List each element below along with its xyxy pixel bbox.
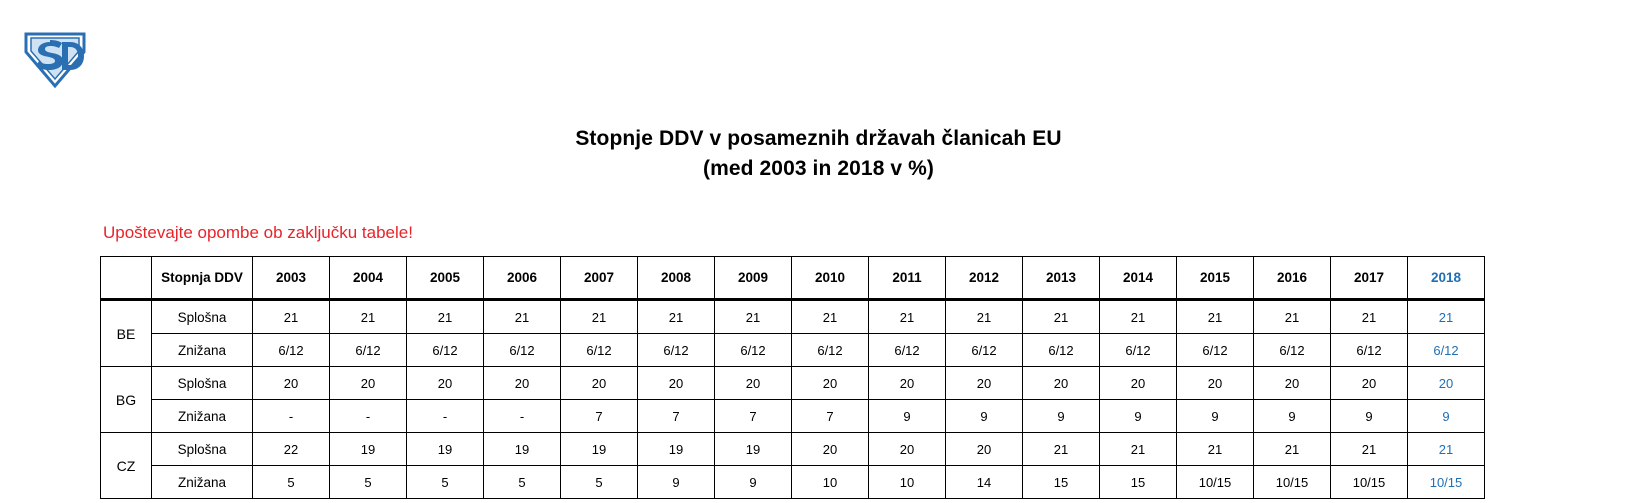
cell-bg-znizana-2016: 9 bbox=[1254, 400, 1331, 433]
cell-cz-znizana-2006: 5 bbox=[484, 466, 561, 499]
page-title bbox=[0, 124, 1637, 184]
cell-be-splosna-2006: 21 bbox=[484, 300, 561, 334]
cell-cz-splosna-2008: 19 bbox=[638, 433, 715, 466]
table-row bbox=[101, 367, 1485, 400]
cell-cz-splosna-2006: 19 bbox=[484, 433, 561, 466]
cell-bg-splosna-2018: 20 bbox=[1408, 367, 1485, 400]
row-label-bg-splosna: Splošna bbox=[152, 367, 253, 400]
cell-cz-znizana-2005: 5 bbox=[407, 466, 484, 499]
cell-be-splosna-2012: 21 bbox=[946, 300, 1023, 334]
cell-bg-splosna-2006: 20 bbox=[484, 367, 561, 400]
cell-bg-znizana-2008: 7 bbox=[638, 400, 715, 433]
cell-bg-splosna-2010: 20 bbox=[792, 367, 869, 400]
header-year-2009: 2009 bbox=[715, 257, 792, 300]
cell-cz-splosna-2007: 19 bbox=[561, 433, 638, 466]
header-year-2013: 2013 bbox=[1023, 257, 1100, 300]
header-year-2014: 2014 bbox=[1100, 257, 1177, 300]
cell-bg-znizana-2010: 7 bbox=[792, 400, 869, 433]
cell-be-splosna-2008: 21 bbox=[638, 300, 715, 334]
cell-cz-splosna-2017: 21 bbox=[1331, 433, 1408, 466]
row-label-bg-znizana: Znižana bbox=[152, 400, 253, 433]
cell-be-znizana-2004: 6/12 bbox=[330, 334, 407, 367]
cell-be-znizana-2013: 6/12 bbox=[1023, 334, 1100, 367]
cell-be-znizana-2010: 6/12 bbox=[792, 334, 869, 367]
cell-be-znizana-2012: 6/12 bbox=[946, 334, 1023, 367]
cell-be-znizana-2016: 6/12 bbox=[1254, 334, 1331, 367]
header-year-2011: 2011 bbox=[869, 257, 946, 300]
cell-cz-znizana-2018: 10/15 bbox=[1408, 466, 1485, 499]
header-rate-label: Stopnja DDV bbox=[152, 257, 253, 300]
header-year-2008: 2008 bbox=[638, 257, 715, 300]
cell-be-znizana-2011: 6/12 bbox=[869, 334, 946, 367]
cell-bg-splosna-2014: 20 bbox=[1100, 367, 1177, 400]
cell-cz-splosna-2016: 21 bbox=[1254, 433, 1331, 466]
cell-cz-splosna-2009: 19 bbox=[715, 433, 792, 466]
cell-bg-znizana-2006: - bbox=[484, 400, 561, 433]
header-year-2006: 2006 bbox=[484, 257, 561, 300]
cell-bg-splosna-2009: 20 bbox=[715, 367, 792, 400]
country-code-cz: CZ bbox=[101, 433, 152, 499]
table-body bbox=[101, 300, 1485, 499]
cell-be-splosna-2003: 21 bbox=[253, 300, 330, 334]
cell-bg-znizana-2011: 9 bbox=[869, 400, 946, 433]
header-year-2010: 2010 bbox=[792, 257, 869, 300]
title-line-1: Stopnje DDV v posameznih državah članicah EU bbox=[575, 127, 1062, 150]
cell-cz-splosna-2003: 22 bbox=[253, 433, 330, 466]
vat-table-container bbox=[100, 256, 1482, 499]
header-year-2007: 2007 bbox=[561, 257, 638, 300]
cell-bg-znizana-2004: - bbox=[330, 400, 407, 433]
cell-be-splosna-2017: 21 bbox=[1331, 300, 1408, 334]
header-year-2004: 2004 bbox=[330, 257, 407, 300]
cell-be-splosna-2015: 21 bbox=[1177, 300, 1254, 334]
cell-cz-znizana-2015: 10/15 bbox=[1177, 466, 1254, 499]
cell-be-znizana-2009: 6/12 bbox=[715, 334, 792, 367]
cell-bg-splosna-2013: 20 bbox=[1023, 367, 1100, 400]
header-year-2015: 2015 bbox=[1177, 257, 1254, 300]
cell-bg-splosna-2005: 20 bbox=[407, 367, 484, 400]
cell-bg-znizana-2007: 7 bbox=[561, 400, 638, 433]
cell-bg-znizana-2014: 9 bbox=[1100, 400, 1177, 433]
table-row bbox=[101, 334, 1485, 367]
cell-cz-splosna-2004: 19 bbox=[330, 433, 407, 466]
cell-bg-splosna-2003: 20 bbox=[253, 367, 330, 400]
cell-bg-znizana-2009: 7 bbox=[715, 400, 792, 433]
cell-be-znizana-2005: 6/12 bbox=[407, 334, 484, 367]
header-year-2012: 2012 bbox=[946, 257, 1023, 300]
cell-bg-splosna-2015: 20 bbox=[1177, 367, 1254, 400]
cell-bg-znizana-2003: - bbox=[253, 400, 330, 433]
table-header-row bbox=[101, 257, 1485, 300]
cell-bg-splosna-2011: 20 bbox=[869, 367, 946, 400]
cell-cz-splosna-2012: 20 bbox=[946, 433, 1023, 466]
cell-be-splosna-2007: 21 bbox=[561, 300, 638, 334]
cell-cz-splosna-2015: 21 bbox=[1177, 433, 1254, 466]
row-label-be-znizana: Znižana bbox=[152, 334, 253, 367]
note-text: Upoštevajte opombe ob zaključku tabele! bbox=[103, 223, 413, 242]
cell-be-znizana-2014: 6/12 bbox=[1100, 334, 1177, 367]
header-year-2017: 2017 bbox=[1331, 257, 1408, 300]
cell-bg-splosna-2007: 20 bbox=[561, 367, 638, 400]
cell-cz-znizana-2012: 14 bbox=[946, 466, 1023, 499]
cell-be-znizana-2006: 6/12 bbox=[484, 334, 561, 367]
row-label-cz-splosna: Splošna bbox=[152, 433, 253, 466]
cell-bg-znizana-2018: 9 bbox=[1408, 400, 1485, 433]
table-row bbox=[101, 400, 1485, 433]
cell-be-znizana-2007: 6/12 bbox=[561, 334, 638, 367]
cell-cz-splosna-2005: 19 bbox=[407, 433, 484, 466]
cell-be-znizana-2018: 6/12 bbox=[1408, 334, 1485, 367]
cell-cz-znizana-2010: 10 bbox=[792, 466, 869, 499]
cell-be-splosna-2011: 21 bbox=[869, 300, 946, 334]
cell-bg-znizana-2015: 9 bbox=[1177, 400, 1254, 433]
cell-be-znizana-2017: 6/12 bbox=[1331, 334, 1408, 367]
cell-bg-splosna-2004: 20 bbox=[330, 367, 407, 400]
cell-bg-splosna-2017: 20 bbox=[1331, 367, 1408, 400]
cell-cz-splosna-2014: 21 bbox=[1100, 433, 1177, 466]
table-header bbox=[101, 257, 1485, 300]
header-year-2018: 2018 bbox=[1408, 257, 1485, 300]
cell-cz-znizana-2014: 15 bbox=[1100, 466, 1177, 499]
cell-cz-splosna-2013: 21 bbox=[1023, 433, 1100, 466]
cell-cz-znizana-2008: 9 bbox=[638, 466, 715, 499]
table-row bbox=[101, 300, 1485, 334]
cell-bg-znizana-2005: - bbox=[407, 400, 484, 433]
header-year-2016: 2016 bbox=[1254, 257, 1331, 300]
cell-cz-znizana-2011: 10 bbox=[869, 466, 946, 499]
row-label-be-splosna: Splošna bbox=[152, 300, 253, 334]
cell-be-splosna-2018: 21 bbox=[1408, 300, 1485, 334]
cell-be-znizana-2015: 6/12 bbox=[1177, 334, 1254, 367]
header-corner-blank bbox=[101, 257, 152, 300]
sd-logo bbox=[20, 28, 90, 90]
cell-be-splosna-2004: 21 bbox=[330, 300, 407, 334]
country-code-bg: BG bbox=[101, 367, 152, 433]
cell-cz-splosna-2010: 20 bbox=[792, 433, 869, 466]
cell-cz-znizana-2004: 5 bbox=[330, 466, 407, 499]
cell-bg-znizana-2012: 9 bbox=[946, 400, 1023, 433]
cell-bg-splosna-2012: 20 bbox=[946, 367, 1023, 400]
cell-cz-znizana-2013: 15 bbox=[1023, 466, 1100, 499]
cell-bg-znizana-2017: 9 bbox=[1331, 400, 1408, 433]
title-line-2: (med 2003 in 2018 v %) bbox=[703, 157, 934, 180]
cell-be-splosna-2014: 21 bbox=[1100, 300, 1177, 334]
cell-cz-znizana-2017: 10/15 bbox=[1331, 466, 1408, 499]
cell-bg-splosna-2016: 20 bbox=[1254, 367, 1331, 400]
cell-cz-splosna-2018: 21 bbox=[1408, 433, 1485, 466]
cell-be-znizana-2008: 6/12 bbox=[638, 334, 715, 367]
header-year-2003: 2003 bbox=[253, 257, 330, 300]
cell-bg-znizana-2013: 9 bbox=[1023, 400, 1100, 433]
cell-be-splosna-2013: 21 bbox=[1023, 300, 1100, 334]
cell-be-splosna-2016: 21 bbox=[1254, 300, 1331, 334]
cell-be-splosna-2010: 21 bbox=[792, 300, 869, 334]
cell-be-splosna-2005: 21 bbox=[407, 300, 484, 334]
cell-cz-znizana-2007: 5 bbox=[561, 466, 638, 499]
table-row bbox=[101, 466, 1485, 499]
cell-cz-znizana-2009: 9 bbox=[715, 466, 792, 499]
cell-be-splosna-2009: 21 bbox=[715, 300, 792, 334]
cell-bg-splosna-2008: 20 bbox=[638, 367, 715, 400]
vat-rates-table bbox=[100, 256, 1485, 499]
table-row bbox=[101, 433, 1485, 466]
cell-cz-znizana-2016: 10/15 bbox=[1254, 466, 1331, 499]
header-year-2005: 2005 bbox=[407, 257, 484, 300]
row-label-cz-znizana: Znižana bbox=[152, 466, 253, 499]
cell-be-znizana-2003: 6/12 bbox=[253, 334, 330, 367]
cell-cz-splosna-2011: 20 bbox=[869, 433, 946, 466]
country-code-be: BE bbox=[101, 300, 152, 367]
cell-cz-znizana-2003: 5 bbox=[253, 466, 330, 499]
